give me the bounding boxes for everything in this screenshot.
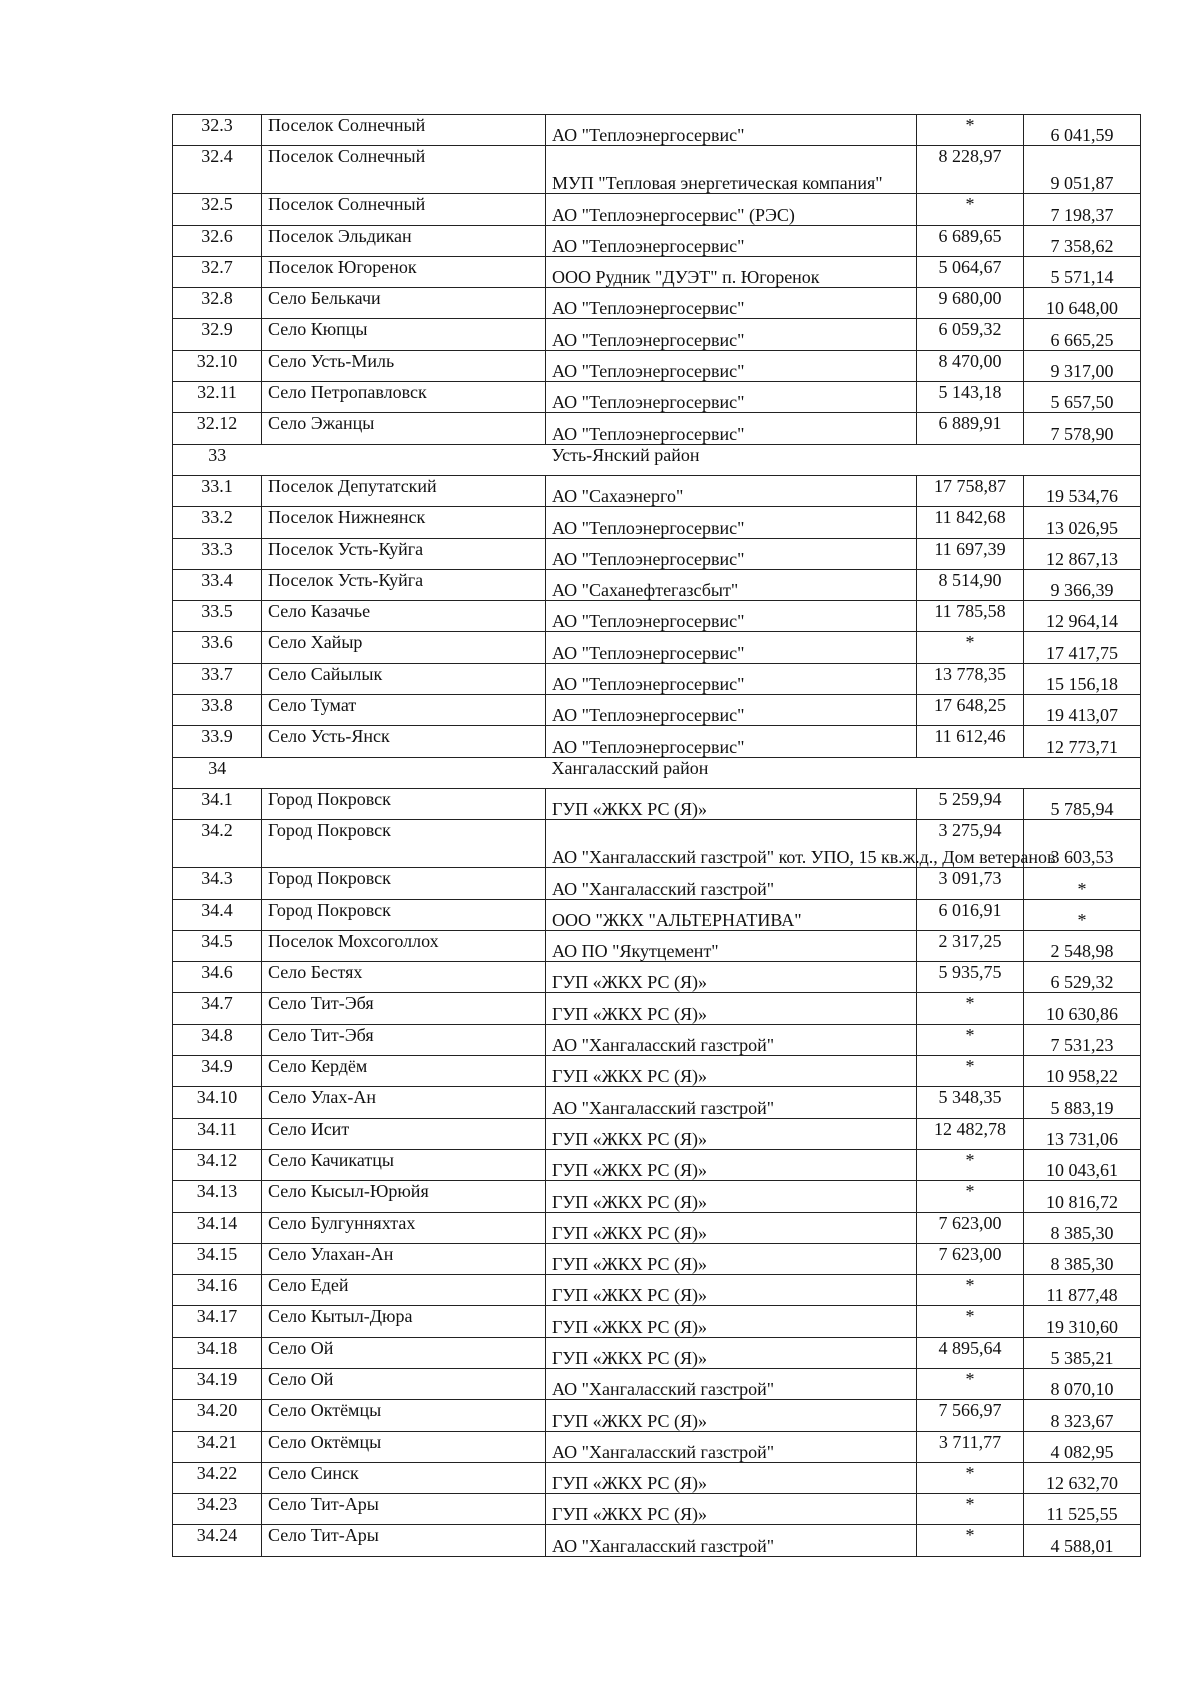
- row-number: 32.7: [173, 256, 262, 287]
- tariff-value-2: 10 630,86: [1024, 993, 1141, 1024]
- settlement-name: Село Улахан-Ан: [262, 1243, 546, 1274]
- settlement-name: Село Исит: [262, 1118, 546, 1149]
- tariff-value-2: 7 531,23: [1024, 1024, 1141, 1055]
- tariff-value-1: 3 091,73: [917, 868, 1024, 899]
- tariff-value-2: 12 867,13: [1024, 538, 1141, 569]
- table-row: [173, 225, 1141, 256]
- settlement-name: Поселок Эльдикан: [262, 225, 546, 256]
- settlement-name: Село Тит-Эбя: [262, 993, 546, 1024]
- table-row: [173, 788, 1141, 819]
- settlement-name: Город Покровск: [262, 899, 546, 930]
- row-number: 34.23: [173, 1494, 262, 1525]
- table-row: [173, 350, 1141, 381]
- table-row: [173, 475, 1141, 506]
- table-row: [173, 1087, 1141, 1118]
- table-row: [173, 256, 1141, 287]
- settlement-name: Село Булгунняхтах: [262, 1212, 546, 1243]
- tariff-value-2: *: [1024, 868, 1141, 899]
- tariff-value-1: *: [917, 1462, 1024, 1493]
- tariff-value-1: 6 689,65: [917, 225, 1024, 256]
- row-number: 33.8: [173, 695, 262, 726]
- organization-name: АО "Саханефтегазсбыт": [546, 569, 917, 600]
- tariff-value-1: 11 612,46: [917, 726, 1024, 757]
- table-row: [173, 1462, 1141, 1493]
- organization-name: ООО Рудник "ДУЭТ" п. Югоренок: [546, 256, 917, 287]
- settlement-name: Село Усть-Миль: [262, 350, 546, 381]
- organization-name: АО "Теплоэнергосервис" (РЭС): [546, 194, 917, 225]
- settlement-name: Поселок Солнечный: [262, 194, 546, 225]
- tariff-value-2: 9 317,00: [1024, 350, 1141, 381]
- table-row: [173, 695, 1141, 726]
- tariff-value-1: *: [917, 194, 1024, 225]
- row-number: 32.8: [173, 288, 262, 319]
- tariff-value-1: 8 228,97: [917, 146, 1024, 194]
- row-number: 32.6: [173, 225, 262, 256]
- organization-name: АО "Теплоэнергосервис": [546, 225, 917, 256]
- organization-name: ГУП «ЖКХ РС (Я)»: [546, 962, 917, 993]
- tariff-value-1: *: [917, 1275, 1024, 1306]
- tariff-value-2: 8 385,30: [1024, 1212, 1141, 1243]
- organization-name: АО "Хангаласский газстрой" кот. УПО, 15 кв.ж.д., Дом ветеранов: [546, 820, 917, 868]
- table-row: [173, 1525, 1141, 1556]
- settlement-name: Поселок Депутатский: [262, 475, 546, 506]
- tariff-value-1: 8 514,90: [917, 569, 1024, 600]
- settlement-name: Поселок Мохсоголлох: [262, 930, 546, 961]
- row-number: 33.5: [173, 601, 262, 632]
- table-row: [173, 538, 1141, 569]
- tariff-value-2: 10 648,00: [1024, 288, 1141, 319]
- tariff-value-1: *: [917, 1181, 1024, 1212]
- row-number: 32.12: [173, 413, 262, 444]
- organization-name: АО "Теплоэнергосервис": [546, 663, 917, 694]
- table-row: [173, 146, 1141, 194]
- tariff-value-1: 7 623,00: [917, 1212, 1024, 1243]
- tariff-value-2: 8 070,10: [1024, 1368, 1141, 1399]
- tariff-value-2: 8 323,67: [1024, 1400, 1141, 1431]
- organization-name: ГУП «ЖКХ РС (Я)»: [546, 788, 917, 819]
- settlement-name: Село Тумат: [262, 695, 546, 726]
- settlement-name: Село Едей: [262, 1275, 546, 1306]
- row-number: 32.4: [173, 146, 262, 194]
- row-number: 34.12: [173, 1149, 262, 1180]
- organization-name: ГУП «ЖКХ РС (Я)»: [546, 1149, 917, 1180]
- row-number: 34.11: [173, 1118, 262, 1149]
- tariff-value-2: 5 883,19: [1024, 1087, 1141, 1118]
- tariff-value-1: *: [917, 1056, 1024, 1087]
- tariff-value-2: 17 417,75: [1024, 632, 1141, 663]
- tariff-value-1: 11 842,68: [917, 507, 1024, 538]
- row-number: 34.9: [173, 1056, 262, 1087]
- settlement-name: Город Покровск: [262, 820, 546, 868]
- organization-name: ГУП «ЖКХ РС (Я)»: [546, 1181, 917, 1212]
- tariff-value-1: 4 895,64: [917, 1337, 1024, 1368]
- section-district-name: Усть-Янский район: [546, 444, 1141, 475]
- organization-name: АО "Теплоэнергосервис": [546, 695, 917, 726]
- settlement-name: Село Эжанцы: [262, 413, 546, 444]
- section-number: 34: [173, 757, 262, 788]
- table-row: [173, 194, 1141, 225]
- tariff-value-2: 9 366,39: [1024, 569, 1141, 600]
- row-number: 34.6: [173, 962, 262, 993]
- tariff-value-2: 11 525,55: [1024, 1494, 1141, 1525]
- section-spacer: [262, 757, 546, 788]
- settlement-name: Село Тит-Ары: [262, 1494, 546, 1525]
- tariff-value-2: 10 958,22: [1024, 1056, 1141, 1087]
- table-row: [173, 930, 1141, 961]
- tariff-value-1: 13 778,35: [917, 663, 1024, 694]
- table-row: [173, 1212, 1141, 1243]
- table-row: [173, 1275, 1141, 1306]
- tariff-value-1: 3 275,94: [917, 820, 1024, 868]
- table-row: [173, 820, 1141, 868]
- tariff-value-2: 13 731,06: [1024, 1118, 1141, 1149]
- tariff-value-2: 5 571,14: [1024, 256, 1141, 287]
- row-number: 34.16: [173, 1275, 262, 1306]
- table-row: [173, 868, 1141, 899]
- settlement-name: Город Покровск: [262, 788, 546, 819]
- tariff-value-2: *: [1024, 899, 1141, 930]
- organization-name: АО "Хангаласский газстрой": [546, 1024, 917, 1055]
- table-row: [173, 507, 1141, 538]
- tariff-value-1: 5 064,67: [917, 256, 1024, 287]
- tariff-table-body: [173, 115, 1141, 1557]
- organization-name: АО "Хангаласский газстрой": [546, 1368, 917, 1399]
- tariff-value-1: *: [917, 632, 1024, 663]
- tariff-value-2: 12 773,71: [1024, 726, 1141, 757]
- row-number: 32.11: [173, 382, 262, 413]
- table-row: [173, 1056, 1141, 1087]
- tariff-value-1: 6 016,91: [917, 899, 1024, 930]
- row-number: 32.9: [173, 319, 262, 350]
- settlement-name: Село Хайыр: [262, 632, 546, 663]
- row-number: 34.18: [173, 1337, 262, 1368]
- table-row: [173, 382, 1141, 413]
- organization-name: АО "Сахаэнерго": [546, 475, 917, 506]
- organization-name: АО "Теплоэнергосервис": [546, 538, 917, 569]
- organization-name: ГУП «ЖКХ РС (Я)»: [546, 1494, 917, 1525]
- row-number: 32.10: [173, 350, 262, 381]
- settlement-name: Село Кердём: [262, 1056, 546, 1087]
- row-number: 33.4: [173, 569, 262, 600]
- tariff-value-1: 5 143,18: [917, 382, 1024, 413]
- row-number: 33.9: [173, 726, 262, 757]
- table-row: [173, 1400, 1141, 1431]
- organization-name: ГУП «ЖКХ РС (Я)»: [546, 1212, 917, 1243]
- organization-name: АО "Теплоэнергосервис": [546, 632, 917, 663]
- settlement-name: Село Кытыл-Дюра: [262, 1306, 546, 1337]
- tariff-value-2: 19 310,60: [1024, 1306, 1141, 1337]
- table-row: [173, 663, 1141, 694]
- organization-name: ГУП «ЖКХ РС (Я)»: [546, 993, 917, 1024]
- table-row: [173, 1243, 1141, 1274]
- tariff-value-1: *: [917, 115, 1024, 146]
- organization-name: АО "Теплоэнергосервис": [546, 601, 917, 632]
- table-row: [173, 993, 1141, 1024]
- settlement-name: Село Белькачи: [262, 288, 546, 319]
- organization-name: АО "Теплоэнергосервис": [546, 413, 917, 444]
- tariff-value-1: 12 482,78: [917, 1118, 1024, 1149]
- settlement-name: Село Бестях: [262, 962, 546, 993]
- row-number: 34.1: [173, 788, 262, 819]
- tariff-value-1: *: [917, 993, 1024, 1024]
- organization-name: АО "Хангаласский газстрой": [546, 868, 917, 899]
- tariff-value-1: 7 566,97: [917, 1400, 1024, 1431]
- section-header-row: [173, 444, 1141, 475]
- row-number: 32.3: [173, 115, 262, 146]
- tariff-value-2: 5 785,94: [1024, 788, 1141, 819]
- row-number: 34.13: [173, 1181, 262, 1212]
- row-number: 34.24: [173, 1525, 262, 1556]
- tariff-value-1: 6 059,32: [917, 319, 1024, 350]
- tariff-value-1: 11 785,58: [917, 601, 1024, 632]
- organization-name: ГУП «ЖКХ РС (Я)»: [546, 1462, 917, 1493]
- tariff-value-2: 6 665,25: [1024, 319, 1141, 350]
- tariff-value-2: 12 964,14: [1024, 601, 1141, 632]
- table-row: [173, 1337, 1141, 1368]
- row-number: 32.5: [173, 194, 262, 225]
- tariff-value-1: *: [917, 1525, 1024, 1556]
- row-number: 34.22: [173, 1462, 262, 1493]
- organization-name: ГУП «ЖКХ РС (Я)»: [546, 1118, 917, 1149]
- organization-name: АО "Теплоэнергосервис": [546, 350, 917, 381]
- tariff-value-1: 11 697,39: [917, 538, 1024, 569]
- settlement-name: Село Ой: [262, 1368, 546, 1399]
- tariff-value-1: 9 680,00: [917, 288, 1024, 319]
- table-row: [173, 319, 1141, 350]
- settlement-name: Село Тит-Эбя: [262, 1024, 546, 1055]
- organization-name: АО "Теплоэнергосервис": [546, 507, 917, 538]
- tariff-value-1: *: [917, 1494, 1024, 1525]
- tariff-value-2: 12 632,70: [1024, 1462, 1141, 1493]
- settlement-name: Село Кысыл-Юрюйя: [262, 1181, 546, 1212]
- table-row: [173, 1368, 1141, 1399]
- tariff-value-2: 19 534,76: [1024, 475, 1141, 506]
- tariff-value-2: 19 413,07: [1024, 695, 1141, 726]
- tariff-value-1: 3 711,77: [917, 1431, 1024, 1462]
- table-row: [173, 1118, 1141, 1149]
- organization-name: АО "Теплоэнергосервис": [546, 319, 917, 350]
- organization-name: АО "Хангаласский газстрой": [546, 1431, 917, 1462]
- tariff-value-1: 7 623,00: [917, 1243, 1024, 1274]
- row-number: 34.7: [173, 993, 262, 1024]
- row-number: 34.5: [173, 930, 262, 961]
- tariff-value-2: 4 082,95: [1024, 1431, 1141, 1462]
- organization-name: ГУП «ЖКХ РС (Я)»: [546, 1275, 917, 1306]
- tariff-value-2: 2 548,98: [1024, 930, 1141, 961]
- tariff-value-2: 7 578,90: [1024, 413, 1141, 444]
- section-number: 33: [173, 444, 262, 475]
- organization-name: АО "Теплоэнергосервис": [546, 288, 917, 319]
- row-number: 34.14: [173, 1212, 262, 1243]
- table-row: [173, 601, 1141, 632]
- row-number: 34.2: [173, 820, 262, 868]
- row-number: 34.21: [173, 1431, 262, 1462]
- section-spacer: [262, 444, 546, 475]
- settlement-name: Город Покровск: [262, 868, 546, 899]
- tariff-value-1: *: [917, 1306, 1024, 1337]
- tariff-value-2: 13 026,95: [1024, 507, 1141, 538]
- row-number: 34.3: [173, 868, 262, 899]
- table-row: [173, 962, 1141, 993]
- table-row: [173, 569, 1141, 600]
- tariff-value-1: 17 758,87: [917, 475, 1024, 506]
- table-row: [173, 1431, 1141, 1462]
- organization-name: ГУП «ЖКХ РС (Я)»: [546, 1056, 917, 1087]
- row-number: 34.10: [173, 1087, 262, 1118]
- organization-name: АО "Теплоэнергосервис": [546, 115, 917, 146]
- settlement-name: Поселок Солнечный: [262, 115, 546, 146]
- settlement-name: Село Синск: [262, 1462, 546, 1493]
- row-number: 34.17: [173, 1306, 262, 1337]
- tariff-value-2: 9 051,87: [1024, 146, 1141, 194]
- table-row: [173, 632, 1141, 663]
- tariff-value-2: 7 358,62: [1024, 225, 1141, 256]
- settlement-name: Поселок Усть-Куйга: [262, 569, 546, 600]
- tariff-value-2: 6 041,59: [1024, 115, 1141, 146]
- tariff-value-2: 4 588,01: [1024, 1525, 1141, 1556]
- organization-name: ГУП «ЖКХ РС (Я)»: [546, 1243, 917, 1274]
- settlement-name: Село Октёмцы: [262, 1400, 546, 1431]
- settlement-name: Село Казачье: [262, 601, 546, 632]
- tariff-value-1: 6 889,91: [917, 413, 1024, 444]
- tariff-value-1: 5 935,75: [917, 962, 1024, 993]
- tariff-value-2: 15 156,18: [1024, 663, 1141, 694]
- organization-name: ООО "ЖКХ "АЛЬТЕРНАТИВА": [546, 899, 917, 930]
- tariff-value-2: 8 385,30: [1024, 1243, 1141, 1274]
- row-number: 33.7: [173, 663, 262, 694]
- row-number: 34.8: [173, 1024, 262, 1055]
- row-number: 34.4: [173, 899, 262, 930]
- section-district-name: Хангаласский район: [546, 757, 1141, 788]
- settlement-name: Поселок Усть-Куйга: [262, 538, 546, 569]
- settlement-name: Село Улах-Ан: [262, 1087, 546, 1118]
- table-row: [173, 726, 1141, 757]
- tariff-value-1: 5 259,94: [917, 788, 1024, 819]
- tariff-value-1: *: [917, 1149, 1024, 1180]
- row-number: 33.1: [173, 475, 262, 506]
- organization-name: АО "Хангаласский газстрой": [546, 1087, 917, 1118]
- table-row: [173, 288, 1141, 319]
- tariff-value-2: 6 529,32: [1024, 962, 1141, 993]
- organization-name: ГУП «ЖКХ РС (Я)»: [546, 1400, 917, 1431]
- tariff-value-2: 11 877,48: [1024, 1275, 1141, 1306]
- table-row: [173, 413, 1141, 444]
- row-number: 34.15: [173, 1243, 262, 1274]
- tariff-value-2: 5 385,21: [1024, 1337, 1141, 1368]
- organization-name: МУП "Тепловая энергетическая компания": [546, 146, 917, 194]
- tariff-value-1: 5 348,35: [917, 1087, 1024, 1118]
- settlement-name: Село Петропавловск: [262, 382, 546, 413]
- row-number: 33.6: [173, 632, 262, 663]
- table-row: [173, 1494, 1141, 1525]
- settlement-name: Село Тит-Ары: [262, 1525, 546, 1556]
- row-number: 34.19: [173, 1368, 262, 1399]
- tariff-value-1: *: [917, 1368, 1024, 1399]
- row-number: 34.20: [173, 1400, 262, 1431]
- settlement-name: Поселок Нижнеянск: [262, 507, 546, 538]
- row-number: 33.2: [173, 507, 262, 538]
- organization-name: АО "Хангаласский газстрой": [546, 1525, 917, 1556]
- tariff-value-2: 7 198,37: [1024, 194, 1141, 225]
- table-row: [173, 1306, 1141, 1337]
- organization-name: АО "Теплоэнергосервис": [546, 382, 917, 413]
- section-header-row: [173, 757, 1141, 788]
- tariff-value-2: 10 043,61: [1024, 1149, 1141, 1180]
- settlement-name: Село Кюпцы: [262, 319, 546, 350]
- settlement-name: Село Качикатцы: [262, 1149, 546, 1180]
- settlement-name: Село Сайылык: [262, 663, 546, 694]
- tariff-value-1: 2 317,25: [917, 930, 1024, 961]
- tariff-value-2: 3 603,53: [1024, 820, 1141, 868]
- row-number: 33.3: [173, 538, 262, 569]
- table-row: [173, 899, 1141, 930]
- tariff-table: [172, 114, 1141, 1557]
- settlement-name: Село Ой: [262, 1337, 546, 1368]
- organization-name: АО ПО "Якутцемент": [546, 930, 917, 961]
- tariff-value-2: 5 657,50: [1024, 382, 1141, 413]
- table-row: [173, 1024, 1141, 1055]
- tariff-value-2: 10 816,72: [1024, 1181, 1141, 1212]
- tariff-value-1: 8 470,00: [917, 350, 1024, 381]
- tariff-value-1: 17 648,25: [917, 695, 1024, 726]
- organization-name: ГУП «ЖКХ РС (Я)»: [546, 1306, 917, 1337]
- settlement-name: Село Октёмцы: [262, 1431, 546, 1462]
- settlement-name: Поселок Югоренок: [262, 256, 546, 287]
- table-row: [173, 1149, 1141, 1180]
- settlement-name: Поселок Солнечный: [262, 146, 546, 194]
- table-row: [173, 1181, 1141, 1212]
- table-row: [173, 115, 1141, 146]
- organization-name: ГУП «ЖКХ РС (Я)»: [546, 1337, 917, 1368]
- settlement-name: Село Усть-Янск: [262, 726, 546, 757]
- tariff-value-1: *: [917, 1024, 1024, 1055]
- organization-name: АО "Теплоэнергосервис": [546, 726, 917, 757]
